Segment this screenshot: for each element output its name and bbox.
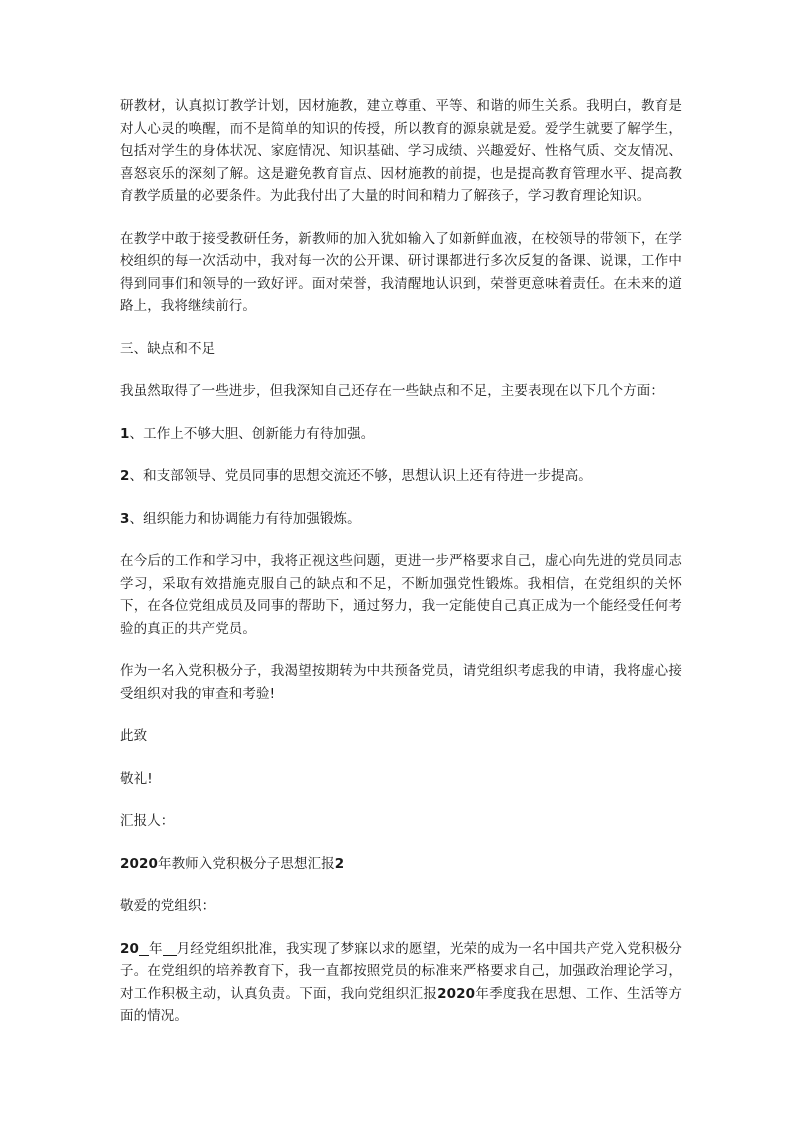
title-number: 2 (334, 855, 345, 872)
approval-text: 月经党组织批准，我实现了梦寐以求的愿望，光荣的成为一名中国共产党入党积极分子。在党组织的培养教育下，我一直都按照党员的标准来严格要求自己，加强政治理论学习，对工作积极主动，认真负责。下面，我向党组织汇报 (120, 940, 682, 1002)
paragraph-application: 作为一名入党积极分子，我渴望按期转为中共预备党员，请党组织考虑我的申请，我将虚心接受组织对我的审查和考验! (120, 663, 682, 702)
reporter-label: 汇报人： (120, 813, 175, 829)
list-text: 、工作上不够大胆、创新能力有待加强。 (129, 425, 375, 442)
list-number: 2 (120, 468, 130, 484)
paragraph-research-tasks: 在教学中敢于接受教研任务，新教师的加入犹如输入了如新鲜血液，在校领导的带领下，在学校组织的每一次活动中，我对每一次的公开课、研讨课都进行多次反复的备课、说课，工作中得到同事们和领导的一致好评。面对荣誉，我清醒地认识到，荣誉更意味着责任。在未来的道路上，我将继续前行。 (120, 230, 682, 314)
list-item-1 (120, 423, 682, 446)
paragraph-approval (120, 938, 682, 1028)
greeting: 敬爱的党组织： (120, 898, 216, 914)
year-blank (139, 940, 149, 956)
year-suffix: 年 (149, 940, 163, 957)
report-title-2 (120, 853, 682, 876)
list-number: 1 (120, 425, 130, 442)
month-blank (163, 940, 177, 956)
list-text: 、和支部领导、党员同事的思想交流还不够，思想认识上还有待进一步提高。 (129, 468, 592, 484)
document-body (120, 95, 682, 1028)
title-year: 2020 (120, 855, 158, 872)
paragraph-teaching-love: 研教材，认真拟订教学计划，因材施教，建立尊重、平等、和谐的师生关系。我明白，教育是对人心灵的唤醒，而不是简单的知识的传授，所以教育的源泉就是爱。爱学生就要了解学生，包括对学生的身体状况、家庭情况、知识基础、学习成绩、兴趣爱好、性格气质、交友情况、喜怒哀乐的深刻了解。这是避免教育盲点、因材施教的前提，也是提高教育管理水平、提高教育教学质量的必要条件。为此我付出了大量的时间和精力了解孩子，学习教育理论知识。 (120, 98, 682, 204)
title-text: 年教师入党积极分子思想汇报 (157, 855, 335, 872)
paragraph-shortcomings-intro: 我虽然取得了一些进步，但我深知自己还存在一些缺点和不足，主要表现在以下几个方面： (120, 383, 664, 399)
report-year: 2020 (437, 985, 476, 1002)
list-number: 3 (120, 510, 130, 527)
list-item-3 (120, 508, 682, 531)
approval-end: 年季度我在思想、工作、生活等方面的情况。 (120, 985, 682, 1024)
list-text: 、组织能力和协调能力有待加强锻炼。 (129, 510, 361, 527)
list-item-2 (120, 465, 682, 488)
section-heading-shortcomings: 三、缺点和不足 (120, 340, 216, 357)
paragraph-future-plans: 在今后的工作和学习中，我将正视这些问题，更进一步严格要求自己，虚心向先进的党员同志学习，采取有效措施克服自己的缺点和不足，不断加强党性锻炼。我相信，在党组织的关怀下，在各位党组成员及同事的帮助下，通过努力，我一定能使自己真正成为一个能经受任何考验的真正的共产党员。 (120, 553, 682, 637)
year-prefix: 20 (120, 940, 139, 957)
closing-jingli: 敬礼! (120, 770, 153, 787)
closing-cizhi: 此致 (120, 728, 148, 744)
